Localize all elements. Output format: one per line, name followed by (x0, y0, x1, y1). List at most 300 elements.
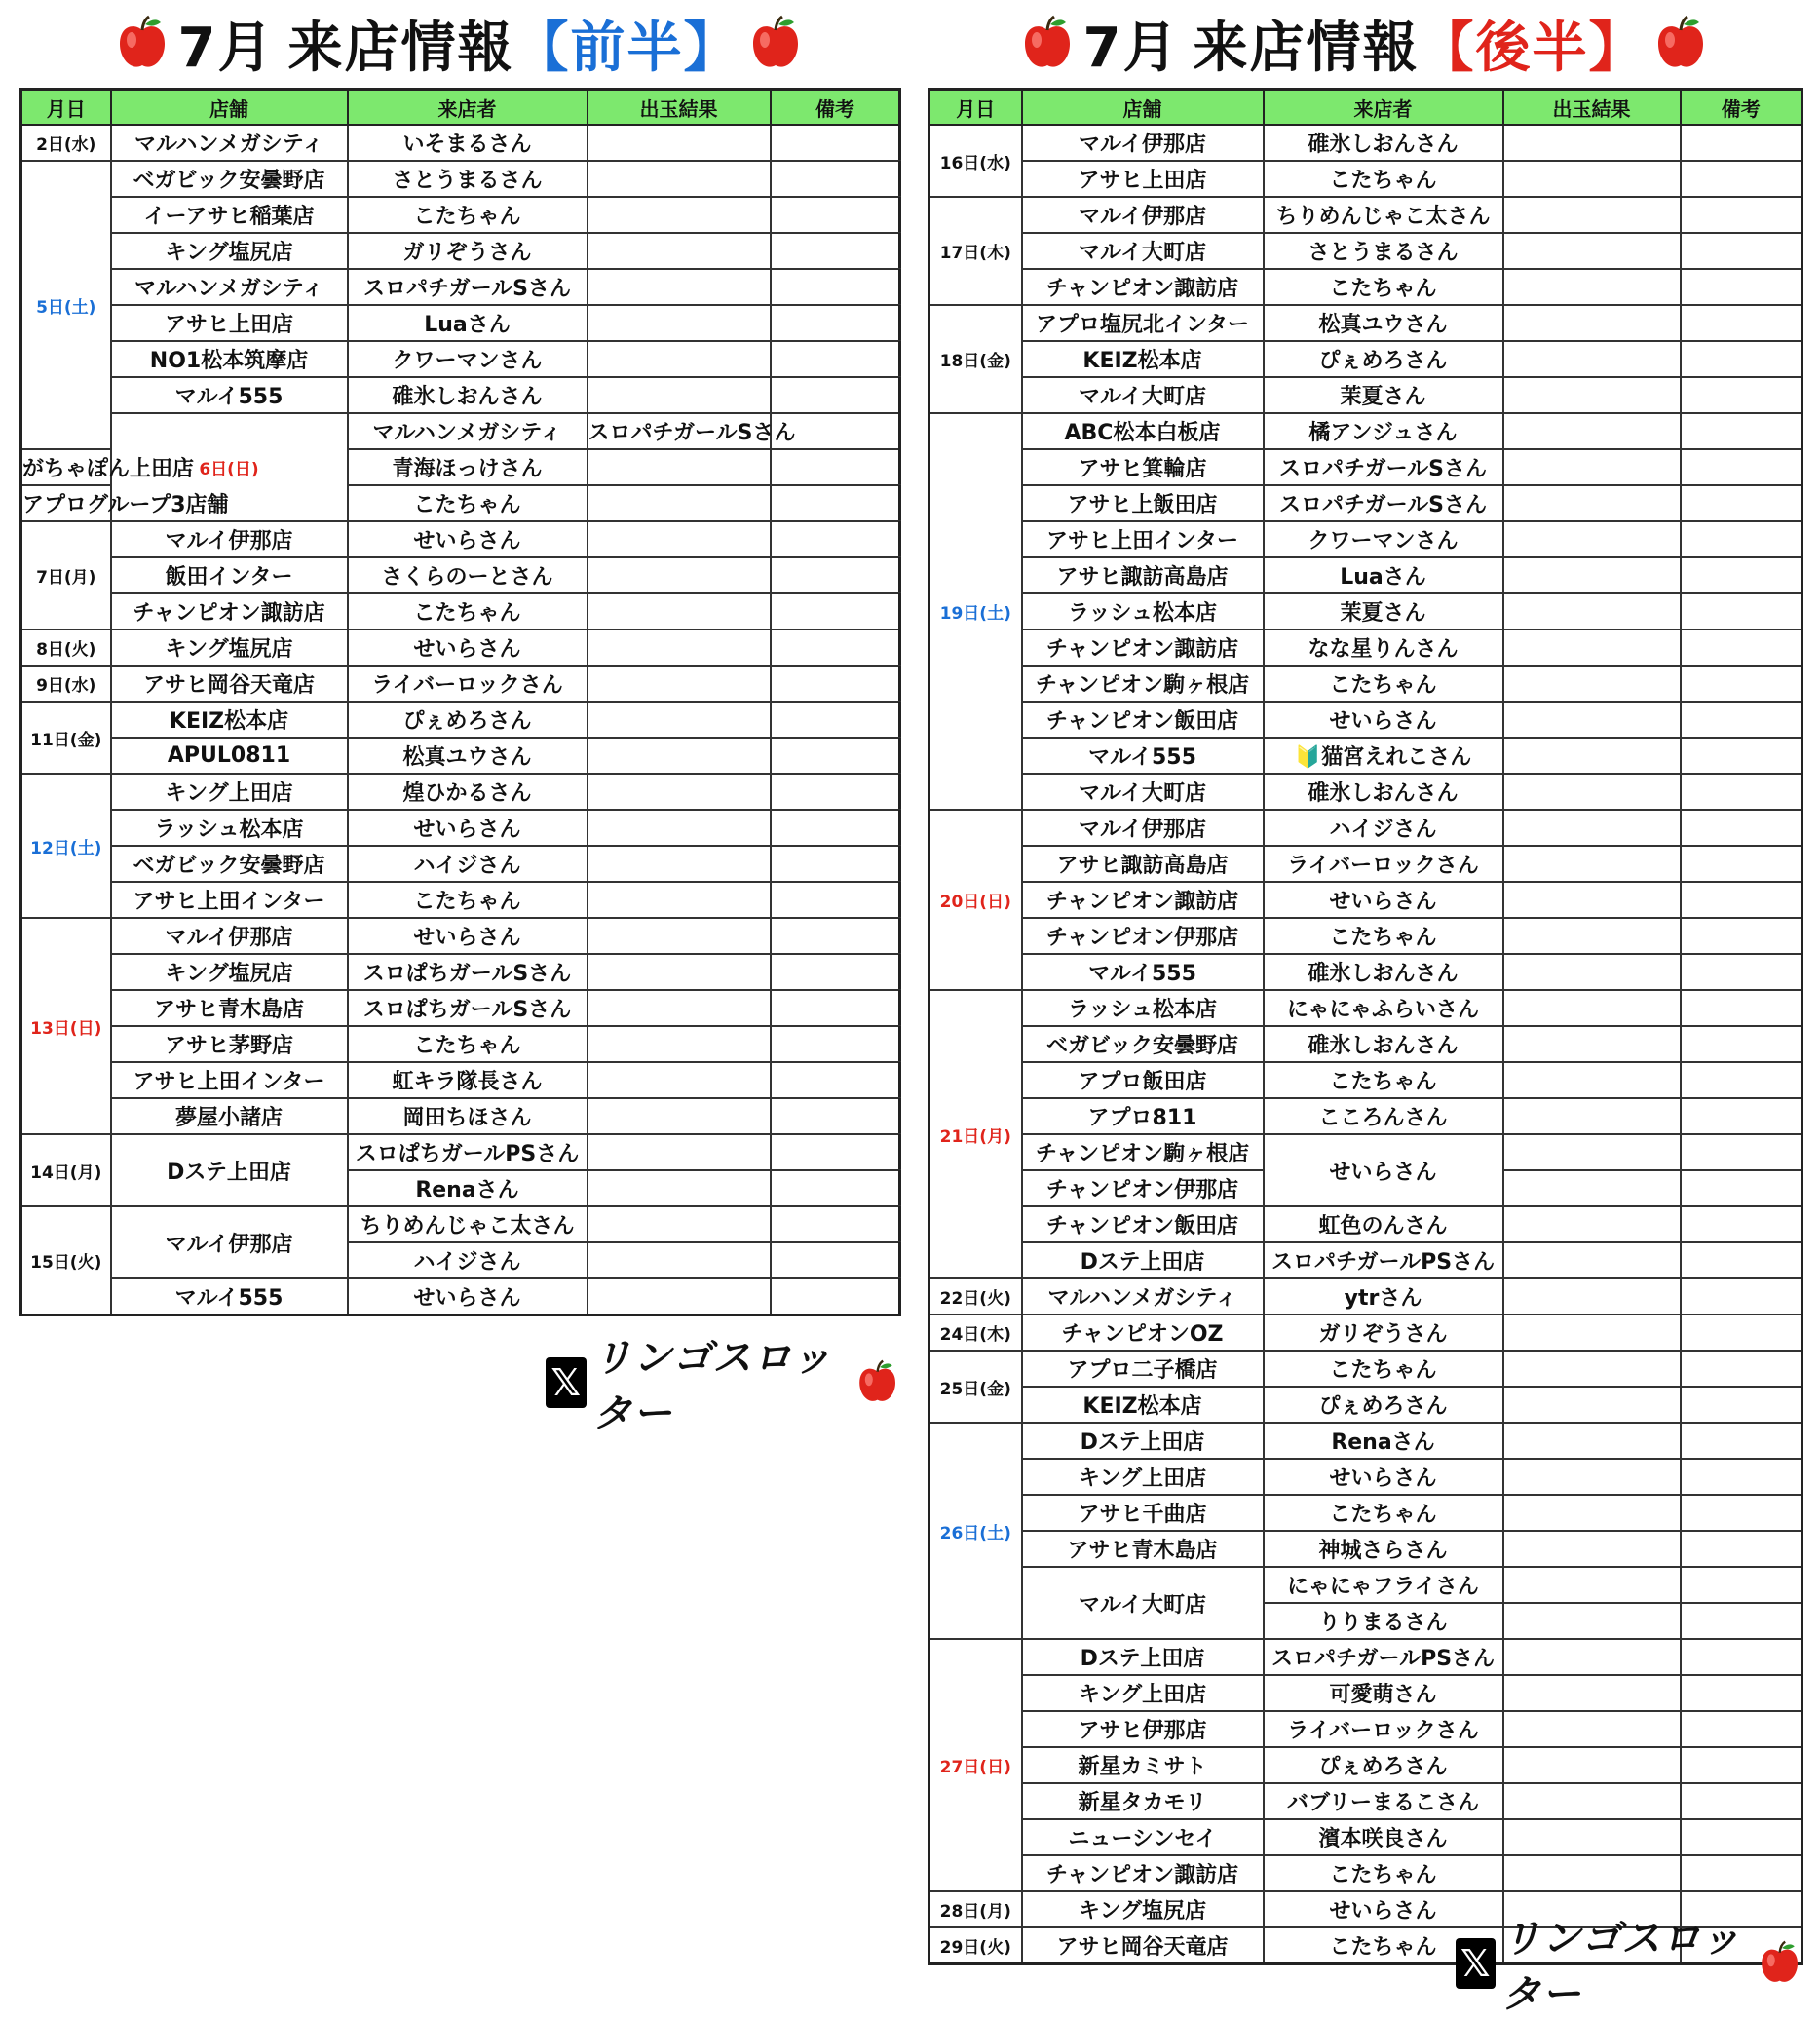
second-half-panel (928, 0, 1801, 2017)
store-cell: キング上田店 (111, 774, 348, 810)
visitor-cell: クワーマンさん (348, 341, 588, 377)
visitor-cell: スロパチガールSさん (1264, 449, 1503, 485)
result-cell (1503, 1098, 1681, 1134)
table-row (929, 1675, 1802, 1711)
note-cell (771, 305, 900, 341)
table-row (21, 810, 900, 846)
note-cell (1681, 1711, 1802, 1747)
visitor-cell: せいらさん (348, 1278, 588, 1315)
store-cell: 新星タカモリ (1022, 1783, 1264, 1819)
visitor-cell: さとうまるさん (1264, 233, 1503, 269)
store-cell: チャンピオン諏訪店 (111, 593, 348, 629)
visitor-cell: 濱本咲良さん (1264, 1819, 1503, 1855)
table-row (929, 1026, 1802, 1062)
result-cell (1503, 377, 1681, 413)
note-cell (1681, 593, 1802, 629)
store-cell: チャンピオン飯田店 (1022, 1206, 1264, 1242)
table-row (21, 1062, 900, 1098)
result-cell (588, 990, 771, 1026)
result-cell (1503, 702, 1681, 738)
visitor-cell: せいらさん (348, 918, 588, 954)
note-cell (771, 521, 900, 557)
visitor-cell: こたちゃん (1264, 1351, 1503, 1387)
note-cell (1681, 1855, 1802, 1891)
note-cell (771, 557, 900, 593)
note-cell (1681, 1351, 1802, 1387)
table-row (21, 990, 900, 1026)
store-cell: マルイ大町店 (1022, 774, 1264, 810)
brand-name: リンゴスロッター (592, 1336, 832, 1436)
store-cell: チャンピオン諏訪店 (1022, 1855, 1264, 1891)
first-half-panel (19, 0, 898, 1436)
table-row (21, 1278, 900, 1315)
note-cell (1681, 377, 1802, 413)
title-text: 来店情報 (287, 17, 514, 80)
result-cell (1503, 846, 1681, 882)
table-row (21, 161, 900, 197)
note-cell (771, 1278, 900, 1315)
note-cell (1681, 1026, 1802, 1062)
visitor-cell: 碓氷しおんさん (1264, 954, 1503, 990)
table-row (929, 125, 1802, 161)
store-cell: マルハンメガシティ (348, 413, 588, 449)
note-cell (1681, 918, 1802, 954)
visitor-cell: 🔰猫宮えれこさん (1264, 738, 1503, 774)
result-cell (1503, 918, 1681, 954)
result-cell (1503, 233, 1681, 269)
visitor-cell: ガリぞうさん (1264, 1314, 1503, 1351)
store-cell: アサヒ伊那店 (1022, 1711, 1264, 1747)
note-cell (1681, 269, 1802, 305)
table-row (929, 1459, 1802, 1495)
note-cell (771, 882, 900, 918)
apple-icon (116, 15, 169, 73)
column-header: 備考 (771, 90, 900, 126)
table-row (929, 1819, 1802, 1855)
store-cell: Dステ上田店 (1022, 1242, 1264, 1278)
table-row (929, 918, 1802, 954)
column-header: 来店者 (1264, 90, 1503, 126)
note-cell (1681, 521, 1802, 557)
visitor-cell: スロパチガールPSさん (1264, 1639, 1503, 1675)
table-row (929, 1855, 1802, 1891)
table-row (929, 1351, 1802, 1387)
result-cell (1503, 485, 1681, 521)
result-cell (1503, 341, 1681, 377)
store-cell: チャンピオン飯田店 (1022, 702, 1264, 738)
note-cell (771, 377, 900, 413)
store-cell: キング塩尻店 (111, 954, 348, 990)
table-row (929, 629, 1802, 666)
store-cell: アサヒ諏訪高島店 (1022, 557, 1264, 593)
result-cell (1503, 305, 1681, 341)
table-row (929, 1711, 1802, 1747)
note-cell (1681, 197, 1802, 233)
note-cell (1681, 233, 1802, 269)
store-cell: マルイ大町店 (1022, 1567, 1264, 1639)
store-cell: ABC松本白板店 (1022, 413, 1264, 449)
visitor-cell: ytrさん (1264, 1278, 1503, 1314)
result-cell (588, 521, 771, 557)
visitor-cell: にゃにゃふらいさん (1264, 990, 1503, 1026)
store-cell: Dステ上田店 (1022, 1423, 1264, 1459)
store-cell: アプログループ3店舗 (21, 485, 111, 521)
visitor-cell: 青海ほっけさん (348, 449, 588, 485)
visitor-cell: 虹色のんさん (1264, 1206, 1503, 1242)
store-cell: チャンピオン駒ヶ根店 (1022, 666, 1264, 702)
result-cell (588, 269, 771, 305)
note-cell (1681, 1134, 1802, 1170)
table-row (21, 1098, 900, 1134)
table-row (929, 1206, 1802, 1242)
store-cell: チャンピオン駒ヶ根店 (1022, 1134, 1264, 1170)
note-cell (1681, 1459, 1802, 1495)
result-cell (588, 1206, 771, 1242)
table-row (929, 161, 1802, 197)
title-text: 来店情報 (1193, 17, 1420, 80)
store-cell: アサヒ上田店 (1022, 161, 1264, 197)
title-month: 7月 (177, 17, 275, 80)
result-cell (588, 954, 771, 990)
apple-icon (856, 1359, 898, 1406)
table-row (929, 1639, 1802, 1675)
note-cell (771, 1206, 900, 1242)
visitor-cell: せいらさん (348, 521, 588, 557)
store-cell: KEIZ松本店 (111, 702, 348, 738)
date-cell: 29日(火) (929, 1927, 1022, 1964)
date-cell: 17日(木) (929, 197, 1022, 305)
note-cell (1681, 738, 1802, 774)
table-row (929, 1062, 1802, 1098)
result-cell (1503, 1314, 1681, 1351)
visitor-cell: こたちゃん (348, 197, 588, 233)
title-half: 後半 (1475, 17, 1589, 80)
date-cell: 18日(金) (929, 305, 1022, 413)
note-cell (1681, 774, 1802, 810)
note-cell (1681, 1567, 1802, 1603)
note-cell (771, 918, 900, 954)
table-row (21, 233, 900, 269)
result-cell (588, 197, 771, 233)
store-cell: キング上田店 (1022, 1675, 1264, 1711)
result-cell (588, 810, 771, 846)
table-row (21, 666, 900, 702)
store-cell: APUL0811 (111, 738, 348, 774)
visitor-cell: こたちゃん (1264, 1855, 1503, 1891)
result-cell (1503, 882, 1681, 918)
store-cell: アサヒ岡谷天竜店 (1022, 1927, 1264, 1964)
note-cell (771, 846, 900, 882)
table-row (21, 557, 900, 593)
store-cell: アサヒ上田インター (111, 1062, 348, 1098)
table-row (21, 846, 900, 882)
second-half-title (928, 0, 1801, 88)
store-cell: アサヒ箕輪店 (1022, 449, 1264, 485)
table-row (929, 1423, 1802, 1459)
result-cell (1503, 1242, 1681, 1278)
visitor-cell: りりまるさん (1264, 1603, 1503, 1639)
store-cell: マルイ大町店 (1022, 377, 1264, 413)
store-cell: アサヒ茅野店 (111, 1026, 348, 1062)
result-cell (1503, 666, 1681, 702)
table-row (21, 125, 900, 161)
table-row (21, 341, 900, 377)
visitor-cell: さくらのーとさん (348, 557, 588, 593)
table-row (929, 557, 1802, 593)
result-cell (1503, 125, 1681, 161)
store-cell: マルイ伊那店 (1022, 810, 1264, 846)
table-row (929, 990, 1802, 1026)
title-bracket-close: 】 (683, 17, 740, 80)
result-cell (588, 666, 771, 702)
visitor-cell: スロぱちガールPSさん (348, 1134, 588, 1170)
result-cell (1503, 1855, 1681, 1891)
note-cell (771, 702, 900, 738)
visitor-cell: Luaさん (348, 305, 588, 341)
table-row (929, 1134, 1802, 1170)
store-cell: マルイ伊那店 (1022, 125, 1264, 161)
table-row (21, 882, 900, 918)
visitor-cell: こたちゃん (348, 593, 588, 629)
table-row (21, 377, 900, 413)
result-cell (1503, 1603, 1681, 1639)
store-cell: マルイ伊那店 (111, 918, 348, 954)
result-cell (588, 125, 771, 161)
note-cell (1681, 846, 1802, 882)
column-header: 月日 (21, 90, 111, 126)
x-logo-icon: 𝕏 (1456, 1938, 1496, 1989)
result-cell (588, 1170, 771, 1206)
store-cell: ラッシュ松本店 (111, 810, 348, 846)
result-cell (1503, 197, 1681, 233)
table-row (21, 774, 900, 810)
note-cell (1681, 882, 1802, 918)
table-row (929, 305, 1802, 341)
table-row (21, 629, 900, 666)
note-cell (771, 593, 900, 629)
note-cell (1681, 1495, 1802, 1531)
note-cell (1681, 1603, 1802, 1639)
date-cell: 28日(月) (929, 1891, 1022, 1927)
visitor-cell: こたちゃん (348, 882, 588, 918)
result-cell (588, 233, 771, 269)
column-header: 店舗 (111, 90, 348, 126)
visitor-cell: こたちゃん (1264, 161, 1503, 197)
store-cell: アサヒ青木島店 (1022, 1531, 1264, 1567)
store-cell: チャンピオン諏訪店 (1022, 269, 1264, 305)
date-cell: 12日(土) (21, 774, 111, 918)
date-cell: 13日(日) (21, 918, 111, 1134)
table-row (929, 810, 1802, 846)
note-cell (771, 990, 900, 1026)
table-row (929, 1531, 1802, 1567)
result-cell (588, 485, 771, 521)
result-cell (1503, 1423, 1681, 1459)
note-cell (1681, 990, 1802, 1026)
result-cell (588, 1278, 771, 1315)
note-cell (1681, 1747, 1802, 1783)
result-cell (588, 593, 771, 629)
store-cell: キング上田店 (1022, 1459, 1264, 1495)
date-cell: 21日(月) (929, 990, 1022, 1278)
visitor-cell: ハイジさん (348, 846, 588, 882)
note-cell (771, 1134, 900, 1170)
note-cell (771, 774, 900, 810)
table-row (929, 882, 1802, 918)
visitor-cell: クワーマンさん (1264, 521, 1503, 557)
note-cell (771, 269, 900, 305)
store-cell: マルイ大町店 (1022, 233, 1264, 269)
brand-name: リンゴスロッター (1501, 1917, 1741, 2017)
store-cell: チャンピオン諏訪店 (1022, 882, 1264, 918)
store-cell: マルイ伊那店 (1022, 197, 1264, 233)
result-cell (588, 1062, 771, 1098)
table-row (929, 702, 1802, 738)
visitor-cell: ぴぇめろさん (1264, 1387, 1503, 1423)
note-cell (771, 485, 900, 521)
date-cell: 16日(水) (929, 125, 1022, 197)
visitor-cell: Renaさん (348, 1170, 588, 1206)
store-cell: Dステ上田店 (1022, 1639, 1264, 1675)
table-row (929, 1495, 1802, 1531)
note-cell (771, 1170, 900, 1206)
brand-mark (1456, 1908, 1801, 2019)
result-cell (1503, 774, 1681, 810)
note-cell (1681, 629, 1802, 666)
table-row (929, 1098, 1802, 1134)
note-cell (771, 449, 900, 485)
result-cell (1503, 629, 1681, 666)
table-row (929, 954, 1802, 990)
result-cell (1503, 413, 1681, 449)
apple-icon (1759, 1940, 1801, 1987)
table-row (21, 1026, 900, 1062)
note-cell (771, 341, 900, 377)
store-cell: アサヒ岡谷天竜店 (111, 666, 348, 702)
visitor-cell: Renaさん (1264, 1423, 1503, 1459)
visitor-cell: スロパチガールPSさん (1264, 1242, 1503, 1278)
table-row (929, 269, 1802, 305)
visitor-cell: ぴぇめろさん (348, 702, 588, 738)
visitor-cell: スロパチガールSさん (348, 269, 588, 305)
date-cell: 24日(木) (929, 1314, 1022, 1351)
result-cell (588, 161, 771, 197)
title-bracket-open: 【 (513, 17, 571, 80)
result-cell (588, 1098, 771, 1134)
note-cell (771, 233, 900, 269)
column-header: 月日 (929, 90, 1022, 126)
visitor-cell: ガリぞうさん (348, 233, 588, 269)
store-cell: ラッシュ松本店 (1022, 593, 1264, 629)
store-cell: ベガビック安曇野店 (111, 846, 348, 882)
note-cell (771, 666, 900, 702)
table-row (21, 738, 900, 774)
result-cell (1503, 1351, 1681, 1387)
visitor-cell: せいらさん (1264, 882, 1503, 918)
result-cell (1503, 1675, 1681, 1711)
visitor-cell: 橘アンジュさん (1264, 413, 1503, 449)
table-row (929, 449, 1802, 485)
table-row (929, 521, 1802, 557)
note-cell (771, 1062, 900, 1098)
table-row (21, 702, 900, 738)
note-cell (1681, 1170, 1802, 1206)
date-cell: 22日(火) (929, 1278, 1022, 1314)
visitor-cell: せいらさん (348, 810, 588, 846)
visitor-cell: 碓氷しおんさん (348, 377, 588, 413)
note-cell (1681, 954, 1802, 990)
store-cell: アサヒ上田インター (111, 882, 348, 918)
store-cell: ベガビック安曇野店 (1022, 1026, 1264, 1062)
note-cell (771, 1242, 900, 1278)
store-cell: アサヒ上田インター (1022, 521, 1264, 557)
table-row (929, 1278, 1802, 1314)
visitor-cell: こたちゃん (1264, 1062, 1503, 1098)
note-cell (1681, 449, 1802, 485)
note-cell (1681, 810, 1802, 846)
table-row (929, 485, 1802, 521)
result-cell (588, 305, 771, 341)
result-cell (588, 1134, 771, 1170)
visitor-cell: 碓氷しおんさん (1264, 1026, 1503, 1062)
visitor-cell: ライバーロックさん (348, 666, 588, 702)
result-cell (588, 449, 771, 485)
visitor-cell: 碓氷しおんさん (1264, 774, 1503, 810)
result-cell (1503, 1819, 1681, 1855)
result-cell (1503, 1567, 1681, 1603)
brand-mark (546, 1327, 898, 1438)
visitor-cell: 虹キラ隊長さん (348, 1062, 588, 1098)
date-cell: 19日(土) (929, 413, 1022, 810)
result-cell (1503, 1206, 1681, 1242)
store-cell: マルイ555 (1022, 954, 1264, 990)
note-cell (1681, 1387, 1802, 1423)
store-cell: 夢屋小諸店 (111, 1098, 348, 1134)
column-header: 店舗 (1022, 90, 1264, 126)
store-cell: マルイ伊那店 (111, 521, 348, 557)
table-row (929, 593, 1802, 629)
result-cell (1503, 1278, 1681, 1314)
result-cell (1503, 1170, 1681, 1206)
result-cell (1503, 1531, 1681, 1567)
result-cell (1503, 1639, 1681, 1675)
apple-icon (1021, 15, 1074, 73)
result-cell (588, 882, 771, 918)
result-cell (1503, 449, 1681, 485)
store-cell: アプロ二子橋店 (1022, 1351, 1264, 1387)
visitor-cell: こたちゃん (348, 1026, 588, 1062)
result-cell (1503, 1495, 1681, 1531)
note-cell (1681, 666, 1802, 702)
date-cell: 11日(金) (21, 702, 111, 774)
result-cell (588, 702, 771, 738)
store-cell: ベガビック安曇野店 (111, 161, 348, 197)
visitor-cell: スロパチガールSさん (588, 413, 771, 449)
store-cell: アサヒ青木島店 (111, 990, 348, 1026)
store-cell: マルイ伊那店 (111, 1206, 348, 1278)
result-cell (1503, 1062, 1681, 1098)
store-cell: マルイ555 (111, 377, 348, 413)
title-half: 前半 (570, 17, 684, 80)
visitor-cell: ちりめんじゃこ太さん (1264, 197, 1503, 233)
visitor-cell: せいらさん (1264, 1459, 1503, 1495)
visitor-cell: 可愛萌さん (1264, 1675, 1503, 1711)
visitor-cell: ハイジさん (348, 1242, 588, 1278)
table-row (21, 954, 900, 990)
result-cell (588, 1026, 771, 1062)
column-header: 出玉結果 (588, 90, 771, 126)
store-cell: アサヒ上飯田店 (1022, 485, 1264, 521)
